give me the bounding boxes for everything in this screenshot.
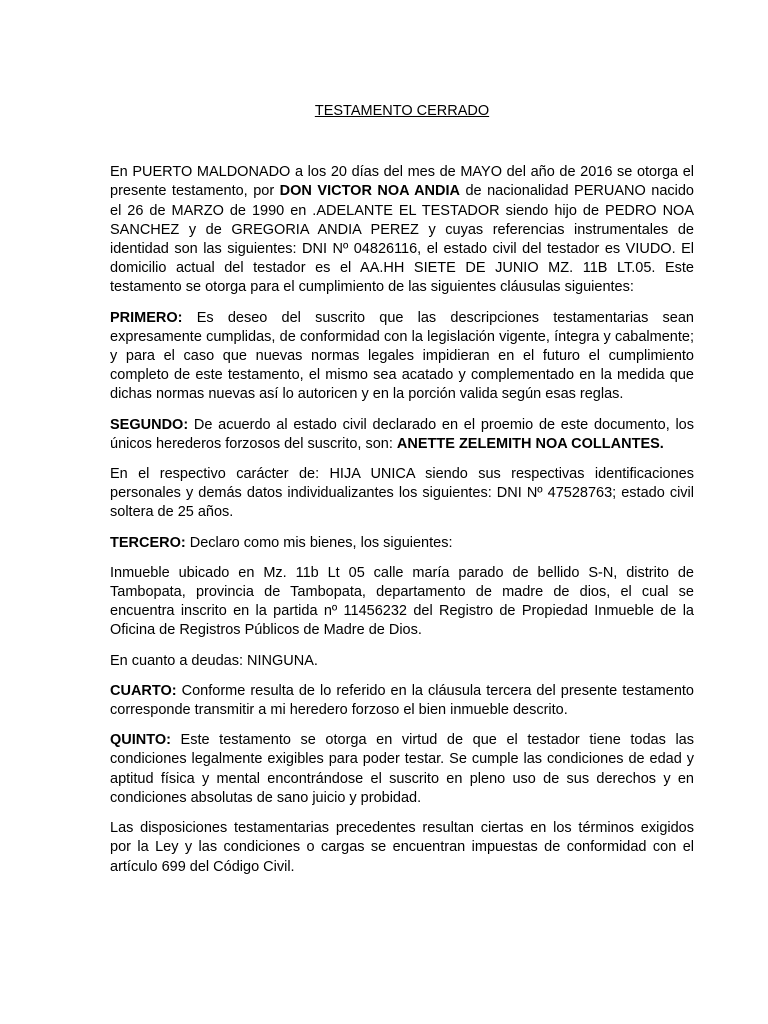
- clause-quinto: [110, 731, 694, 808]
- inmueble-paragraph: Inmueble ubicado en Mz. 11b Lt 05 calle maría parado de bellido S-N, distrito de Tambopata, provincia de Tambopata, departamento de madre de dios, el cual se encuentra inscrito en la partida nº 11456232 del Registro de Propiedad Inmueble de la Oficina de Registros Públicos de Madre de Dios.: [110, 564, 694, 639]
- respectivo-paragraph: En el respectivo carácter de: HIJA UNICA siendo sus respectivas identificaciones personales y demás datos individualizantes los siguientes: DNI Nº 47528763; estado civil soltera de 25 años.: [110, 466, 694, 521]
- clause-cuarto: [110, 682, 694, 720]
- clause-tercero: [110, 534, 694, 553]
- clause-quinto-text: Este testamento se otorga en virtud de que el testador tiene todas las condiciones legalmente exigibles para poder testar. Se cumple las condiciones de edad y aptitud física y mental encontrándose el suscrito en pleno uso de sus derechos y en condiciones absolutas de sano juicio y probidad.: [110, 732, 694, 806]
- clause-tercero-text: Declaro como mis bienes, los siguientes:: [185, 534, 453, 551]
- intro-text-1: En PUERTO MALDONADO a los 20 días del mes de MAYO del año de 2016 se otorga el presente testamento, por: [110, 164, 694, 200]
- clause-segundo-label: SEGUNDO:: [110, 416, 189, 433]
- document-page: [110, 102, 694, 888]
- clause-primero-text: Es deseo del suscrito que las descripciones testamentarias sean expresamente cumplidas, de conformidad con la legislación vigente, íntegra y cabalmente; y para el caso que nuevas normas legales impidieran en el futuro el cumplimiento completo de este testamento, el mismo sea acatado y complementado en la medida que dichas normas nuevas así lo autoricen y en la porción valida según esas reglas.: [110, 309, 694, 403]
- clause-primero: [110, 309, 694, 405]
- clause-segundo-text: De acuerdo al estado civil declarado en el proemio de este documento, los únicos herederos forzosos del suscrito, son:: [110, 416, 694, 452]
- clause-cuarto-text: Conforme resulta de lo referido en la cláusula tercera del presente testamento corresponde transmitir a mi heredero forzoso el bien inmueble descrito.: [110, 682, 694, 719]
- document-title: TESTAMENTO CERRADO: [314, 103, 490, 119]
- intro-text-2: de nacionalidad PERUANO nacido el 26 de MARZO de 1990 en .ADELANTE EL TESTADOR siendo hijo de PEDRO NOA SANCHEZ y de GREGORIA ANDIA PEREZ y cuyas referencias instrumentales de identidad son las siguientes: DNI Nº 04826116, el estado civil del testador es VIUDO. El domicilio actual del testador es el AA.HH SIETE DE JUNIO MZ. 11B LT.05. Este testamento se otorga para el cumplimiento de las siguientes cláusulas siguientes:: [110, 183, 694, 296]
- intro-paragraph: [110, 163, 694, 297]
- heir-name: ANETTE ZELEMITH NOA COLLANTES.: [396, 435, 664, 452]
- clause-cuarto-label: CUARTO:: [110, 682, 177, 699]
- testator-name: DON VICTOR NOA ANDIA: [279, 183, 460, 200]
- clause-tercero-label: TERCERO:: [110, 534, 186, 551]
- clause-quinto-label: QUINTO:: [110, 732, 171, 749]
- clause-segundo: [110, 416, 694, 454]
- clause-primero-label: PRIMERO:: [110, 309, 183, 326]
- disposiciones-paragraph: Las disposiciones testamentarias precedentes resultan ciertas en los términos exigidos por la Ley y las condiciones o cargas se encuentran impuestas de conformidad con el artículo 699 del Código Civil.: [110, 820, 694, 875]
- deudas-paragraph: En cuanto a deudas: NINGUNA.: [110, 652, 318, 669]
